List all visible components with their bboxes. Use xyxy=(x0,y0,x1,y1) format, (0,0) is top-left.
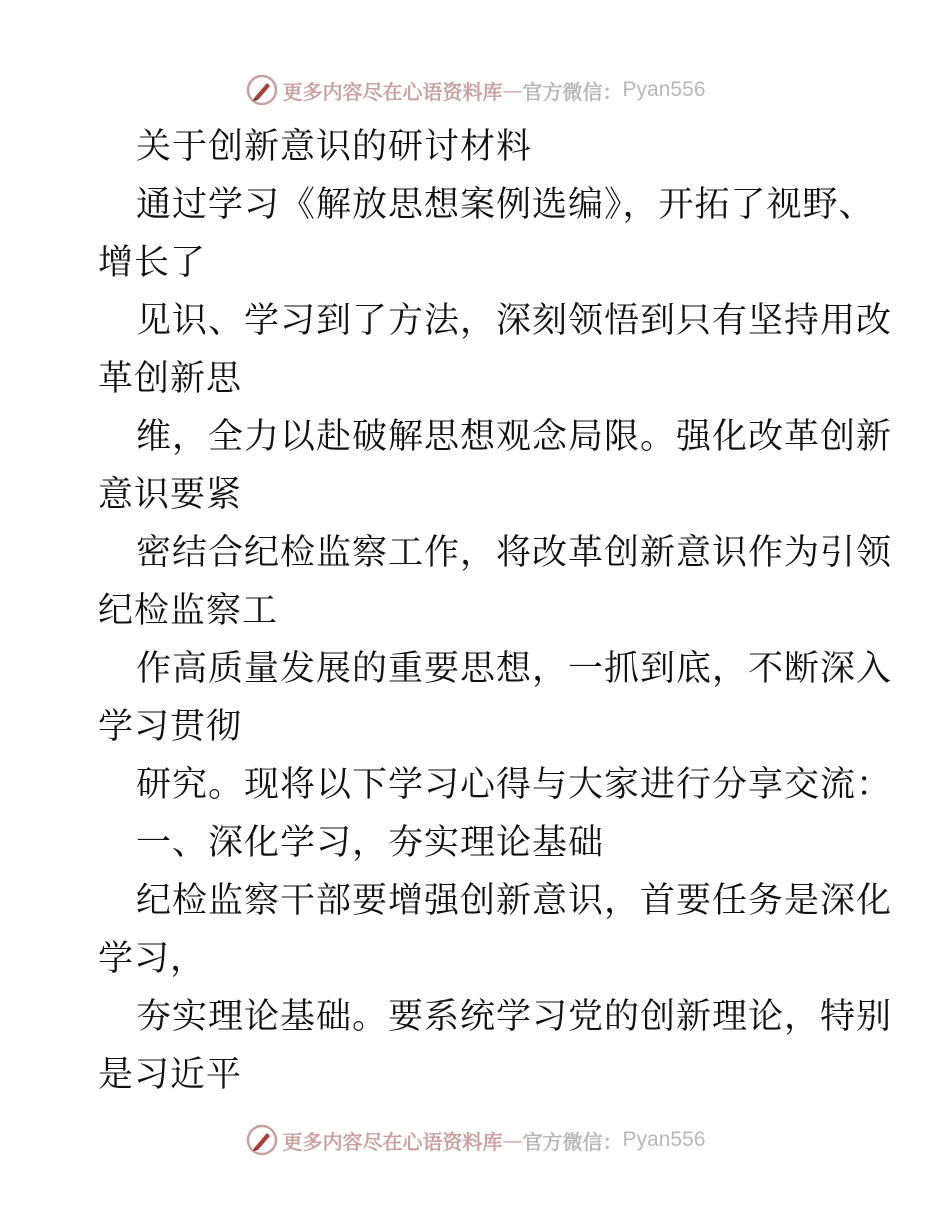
watermark-footer xyxy=(0,1120,950,1160)
text-line: 维，全力以赴破解思想观念局限。强化改革创新 xyxy=(136,417,893,457)
pen-logo-icon xyxy=(245,73,279,107)
watermark-wechat-id: Pyan556 xyxy=(622,1128,706,1151)
text-line: 密结合纪检监察工作，将改革创新意识作为引领 xyxy=(136,533,893,573)
text-line: 研究。现将以下学习心得与大家进行分享交流： xyxy=(136,765,893,805)
watermark-wechat-label: 官方微信： xyxy=(522,1129,623,1154)
watermark-brand: 更多内容尽在心语资料库 xyxy=(282,1129,503,1154)
watermark-wechat-id: Pyan556 xyxy=(622,78,706,101)
text-line: 纪检监察干部要增强创新意识，首要任务是深化 xyxy=(136,881,893,921)
text-line: 革创新思 xyxy=(98,359,243,399)
text-line: 增长了 xyxy=(98,243,207,283)
document-title: 关于创新意识的研讨材料 xyxy=(136,127,533,167)
watermark-header xyxy=(0,70,950,110)
watermark-separator: — xyxy=(502,1128,523,1152)
watermark-separator: — xyxy=(502,78,523,102)
text-line: 纪检监察工 xyxy=(98,591,279,631)
text-line: 是习近平 xyxy=(98,1055,243,1095)
text-line: 见识、学习到了方法，深刻领悟到只有坚持用改 xyxy=(136,301,893,341)
text-line: 学习贯彻 xyxy=(98,707,243,747)
text-line: 学习， xyxy=(98,939,207,979)
text-line: 意识要紧 xyxy=(98,475,243,515)
pen-logo-icon xyxy=(245,1123,279,1157)
document-body xyxy=(98,118,893,1104)
watermark-wechat-label: 官方微信： xyxy=(522,79,623,104)
section-heading: 一、深化学习，夯实理论基础 xyxy=(136,823,605,863)
watermark-brand: 更多内容尽在心语资料库 xyxy=(282,79,503,104)
text-line: 夯实理论基础。要系统学习党的创新理论，特别 xyxy=(136,997,893,1037)
text-line: 通过学习《解放思想案例选编》，开拓了视野、 xyxy=(136,185,875,225)
text-line: 作高质量发展的重要思想，一抓到底，不断深入 xyxy=(136,649,893,689)
